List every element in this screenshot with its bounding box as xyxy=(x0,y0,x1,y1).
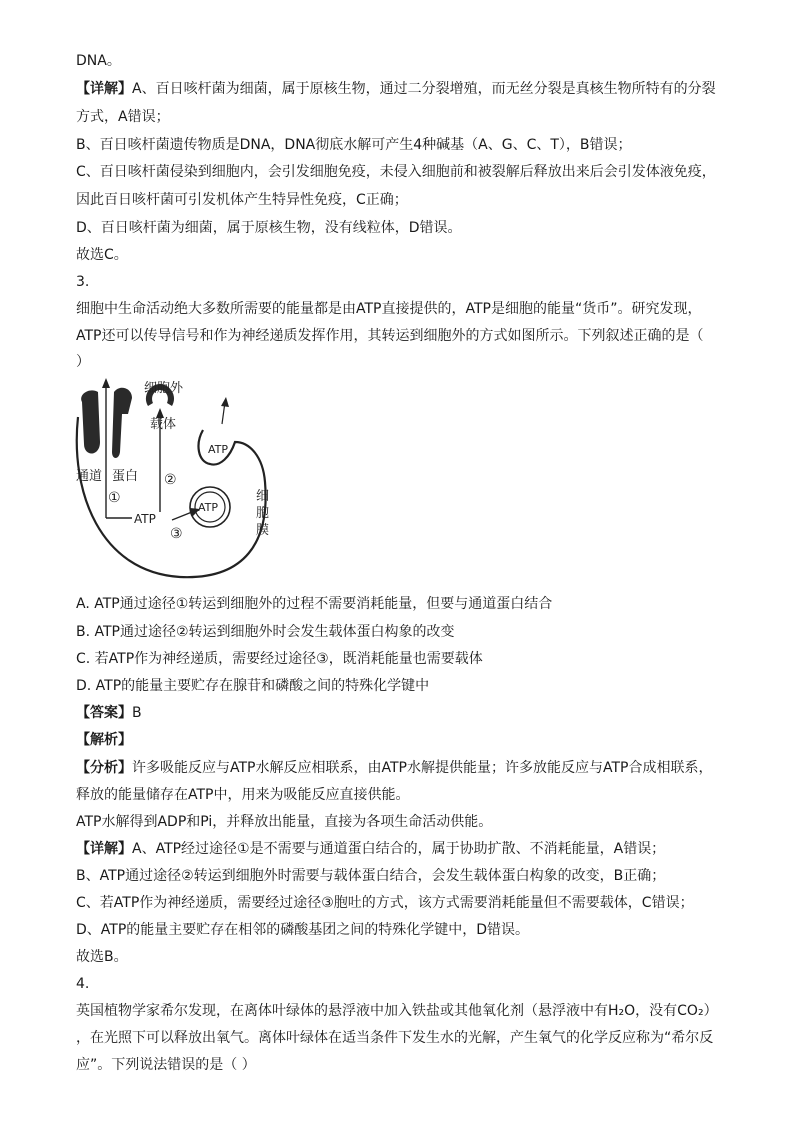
path3-arrow xyxy=(172,512,192,520)
line-text: B、百日咳杆菌遗传物质是DNA，DNA彻底水解可产生4种碱基（A、G、C、T），B错误； xyxy=(76,137,632,153)
text-line xyxy=(76,623,455,641)
text-line xyxy=(76,1029,713,1047)
text-line xyxy=(76,163,716,181)
label-path1: ① xyxy=(108,490,121,506)
line-text: 因此百日咳杆菌可引发机体产生特异性免疫，C正确； xyxy=(76,192,408,208)
cell-membrane xyxy=(77,417,266,577)
line-text: 方式，A错误； xyxy=(76,109,170,125)
line-text: 细胞中生命活动绝大多数所需要的能量都是由ATP直接提供的，ATP是细胞的能量“货币”。研究发现， xyxy=(76,301,702,317)
text-line xyxy=(76,246,128,264)
text-line xyxy=(76,813,492,831)
text-line xyxy=(76,759,712,777)
line-text: D、百日咳杆菌为细菌，属于原核生物，没有线粒体，D错误。 xyxy=(76,220,462,236)
text-line xyxy=(76,300,701,318)
section-tag: 【分析】 xyxy=(76,760,132,776)
label-membrane-2: 胞 xyxy=(256,506,270,521)
label-channel-b: 蛋白 xyxy=(112,469,139,484)
text-line xyxy=(76,353,90,371)
label-atp-vesicle: ATP xyxy=(198,501,219,514)
line-text: 许多吸能反应与ATP水解反应相联系，由ATP水解提供能量；许多放能反应与ATP合成相联系， xyxy=(132,760,713,776)
text-line xyxy=(76,894,694,912)
line-text: 4. xyxy=(76,976,90,992)
text-line xyxy=(76,80,716,98)
text-line xyxy=(76,136,632,154)
line-text: A、百日咳杆菌为细菌，属于原核生物，通过二分裂增殖，而无丝分裂是真核生物所特有的分裂 xyxy=(132,81,716,97)
section-tag: 【解析】 xyxy=(76,732,132,748)
label-outside: 细胞外 xyxy=(144,381,184,396)
line-text: ATP还可以传导信号和作为神经递质发挥作用，其转运到细胞外的方式如图所示。下列叙述正确的是（ xyxy=(76,328,704,344)
label-membrane-1: 细 xyxy=(256,489,270,504)
line-text: 应”。下列说法错误的是（ ） xyxy=(76,1057,256,1073)
text-line xyxy=(76,867,665,885)
line-text: C、若ATP作为神经递质，需要经过途径③胞吐的方式，该方式需要消耗能量但不需要载体，C错误； xyxy=(76,895,694,911)
text-line xyxy=(76,1002,718,1020)
line-text: 3. xyxy=(76,274,90,290)
line-text: D. ATP的能量主要贮存在腺苷和磷酸之间的特殊化学键中 xyxy=(76,678,430,694)
text-line xyxy=(76,52,121,70)
line-text: A. ATP通过途径①转运到细胞外的过程不需要消耗能量，但要与通道蛋白结合 xyxy=(76,596,553,612)
text-line xyxy=(76,595,552,613)
label-atp-inside: ATP xyxy=(134,512,156,526)
line-text: B xyxy=(132,705,142,721)
line-text: B、ATP通过途径②转运到细胞外时需要与载体蛋白结合，会发生载体蛋白构象的改变，B正确； xyxy=(76,868,666,884)
channel-protein-left xyxy=(81,390,100,453)
label-atp-released: ATP xyxy=(208,443,229,456)
text-line xyxy=(76,677,429,695)
text-line xyxy=(76,731,132,749)
label-membrane-3: 膜 xyxy=(256,523,270,538)
text-line xyxy=(76,921,529,939)
line-text: DNA。 xyxy=(76,53,121,69)
line-text: C. 若ATP作为神经递质，需要经过途径③，既消耗能量也需要载体 xyxy=(76,651,483,667)
text-line xyxy=(76,219,462,237)
text-line xyxy=(76,108,170,126)
line-text: 释放的能量储存在ATP中，用来为吸能反应直接供能。 xyxy=(76,787,410,803)
text-line xyxy=(76,704,142,722)
line-text: D、ATP的能量主要贮存在相邻的磷酸基团之间的特殊化学键中，D错误。 xyxy=(76,922,530,938)
text-line xyxy=(76,975,89,993)
line-text: 英国植物学家希尔发现，在离体叶绿体的悬浮液中加入铁盐或其他氧化剂（悬浮液中有H₂O，没有CO₂） xyxy=(76,1003,718,1019)
channel-protein-right xyxy=(112,388,132,458)
text-line xyxy=(76,840,665,858)
label-channel-a: 通道 xyxy=(76,469,103,484)
section-tag: 【详解】 xyxy=(76,841,132,857)
text-line xyxy=(76,327,703,345)
section-tag: 【详解】 xyxy=(76,81,132,97)
text-line xyxy=(76,191,408,209)
line-text: ATP水解得到ADP和Pi，并释放出能量，直接为各项生命活动供能。 xyxy=(76,814,493,830)
line-text: B. ATP通过途径②转运到细胞外时会发生载体蛋白构象的改变 xyxy=(76,624,455,640)
label-carrier: 载体 xyxy=(150,417,177,432)
label-path2: ② xyxy=(164,472,177,488)
text-line xyxy=(76,948,128,966)
text-line xyxy=(76,273,89,291)
line-text: ，在光照下可以释放出氧气。离体叶绿体在适当条件下发生水的光解，产生氧气的化学反应称为“希尔反 xyxy=(76,1030,714,1046)
text-line xyxy=(76,650,483,668)
atp-transport-figure xyxy=(70,372,280,582)
section-tag: 【答案】 xyxy=(76,705,132,721)
line-text: 故选B。 xyxy=(76,949,128,965)
label-path3: ③ xyxy=(170,526,183,542)
text-line xyxy=(76,786,409,804)
text-line xyxy=(76,1056,256,1074)
line-text: A、ATP经过途径①是不需要与通道蛋白结合的，属于协助扩散、不消耗能量，A错误； xyxy=(132,841,666,857)
line-text: 故选C。 xyxy=(76,247,128,263)
line-text: C、百日咳杆菌侵染到细胞内，会引发细胞免疫，未侵入细胞前和被裂解后释放出来后会引发体液免疫， xyxy=(76,164,716,180)
line-text: ） xyxy=(76,354,90,370)
